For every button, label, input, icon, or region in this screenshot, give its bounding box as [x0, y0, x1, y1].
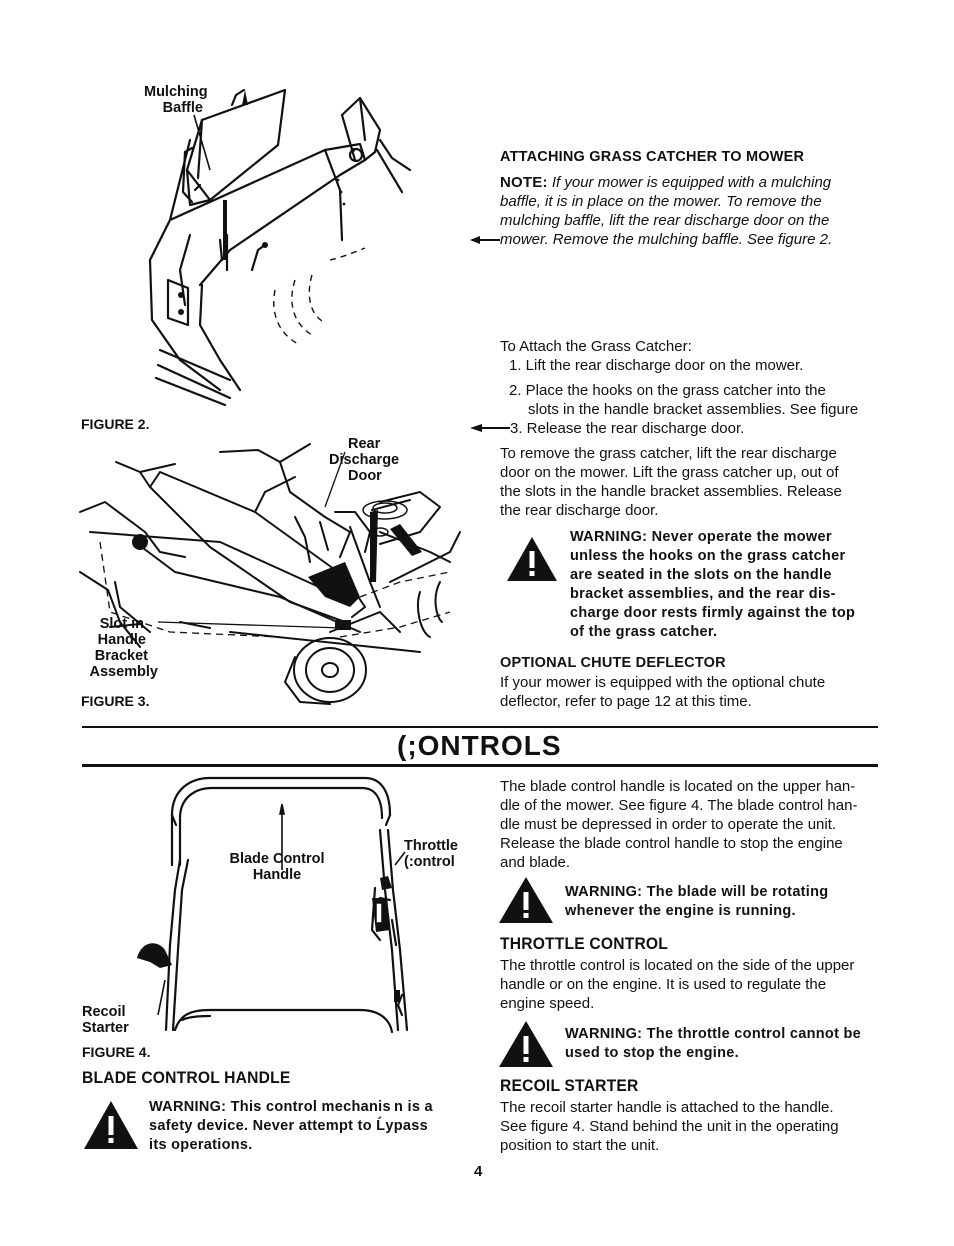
warning-triangle-icon — [497, 875, 555, 925]
step-arrow-icon — [470, 423, 510, 433]
attach-step-1: 1. Lift the rear discharge door on the mower. — [509, 357, 804, 374]
rear-discharge-door-callout: Rear Discharge Door — [329, 436, 400, 484]
chute-heading: OPTIONAL CHUTE DEFLECTOR — [500, 655, 726, 671]
attaching-note: NOTE: If your mower is equipped with a mulching baffle, it is in place on the mower. To remove the mulching baffle, lift the rear discharge door on the mower. Remove the mulching baffle. See figure 2. — [500, 174, 833, 248]
page-number: 4 — [474, 1163, 483, 1180]
remove-catcher-text: To remove the grass catcher, lift the rear discharge door on the mower. Lift the grass catcher up, out of the slots in the handle bracket assemblies. Release the rear discharge door. — [500, 445, 842, 519]
figure-3 — [80, 432, 470, 722]
bottom-rule — [82, 764, 878, 767]
top-rule — [82, 726, 878, 728]
figure-4-label: FIGURE 4. — [82, 1044, 151, 1060]
throttle-control-text: The throttle control is located on the side of the upper handle or on the engine. It is used to regulate the engine speed. — [500, 957, 855, 1012]
recoil-starter-text: The recoil starter handle is attached to the handle. See figure 4. Stand behind the unit in the operating position to start the unit. — [500, 1099, 839, 1154]
slot-in-handle-callout: Slot in Handle Bracket Assembly — [89, 616, 158, 680]
throttle-warning: WARNING: The throttle control cannot be used to stop the engine. — [565, 1026, 862, 1061]
blade-control-warning: WARNING: This control mechanis n is a safety device. Never attempt to Ĺypass its operations. — [149, 1099, 433, 1153]
mulching-baffle-callout: Mulching Baffle — [144, 84, 208, 116]
note-arrow-icon — [470, 235, 500, 245]
figure-4 — [80, 770, 480, 1070]
attach-step-2: 2. Place the hooks on the grass catcher into the slots in the handle bracket assemblies. See figure — [509, 382, 859, 418]
throttle-control-heading: THROTTLE CONTROL — [500, 934, 669, 953]
note-label: NOTE: — [500, 174, 548, 191]
attach-intro: To Attach the Grass Catcher: — [500, 338, 692, 355]
warning-triangle-icon — [82, 1099, 140, 1151]
recoil-starter-callout: Recoil Starter — [82, 1004, 129, 1036]
blade-control-heading: BLADE CONTROL HANDLE — [82, 1068, 291, 1087]
figure-2 — [80, 80, 420, 432]
controls-title: (;ONTROLS — [397, 730, 562, 761]
blade-rotating-warning: WARNING: The blade will be rotating whenever the engine is running. — [565, 884, 829, 919]
mulching-baffle-illustration — [80, 80, 420, 410]
warning-triangle-icon — [497, 1019, 555, 1069]
attach-warning: WARNING: Never operate the mower unless the hooks on the grass catcher are seated in the slots on the handle bracket assemblies, and the rear dis- charge door rests firmly against the top of the grass catcher. — [570, 529, 856, 640]
throttle-control-callout: Throttle (:ontrol — [404, 838, 458, 870]
warning-triangle-icon — [505, 535, 559, 583]
blade-control-description: The blade control handle is located on the upper han- dle of the mower. See figure 4. The blade control han- dle must be depressed in order to operate the unit. Release the blade control handle to stop the engine and blade. — [500, 778, 858, 871]
attaching-heading: ATTACHING GRASS CATCHER TO MOWER — [500, 149, 805, 165]
blade-control-handle-callout: Blade Control Handle — [229, 851, 325, 883]
recoil-starter-heading: RECOIL STARTER — [500, 1076, 639, 1095]
attach-step-3: 3. Release the rear discharge door. — [510, 420, 745, 437]
figure-3-label: FIGURE 3. — [81, 693, 150, 709]
chute-text: If your mower is equipped with the optional chute deflector, refer to page 12 at this time. — [500, 674, 826, 710]
handle-controls-illustration — [80, 770, 480, 1050]
figure-2-label: FIGURE 2. — [81, 416, 150, 432]
